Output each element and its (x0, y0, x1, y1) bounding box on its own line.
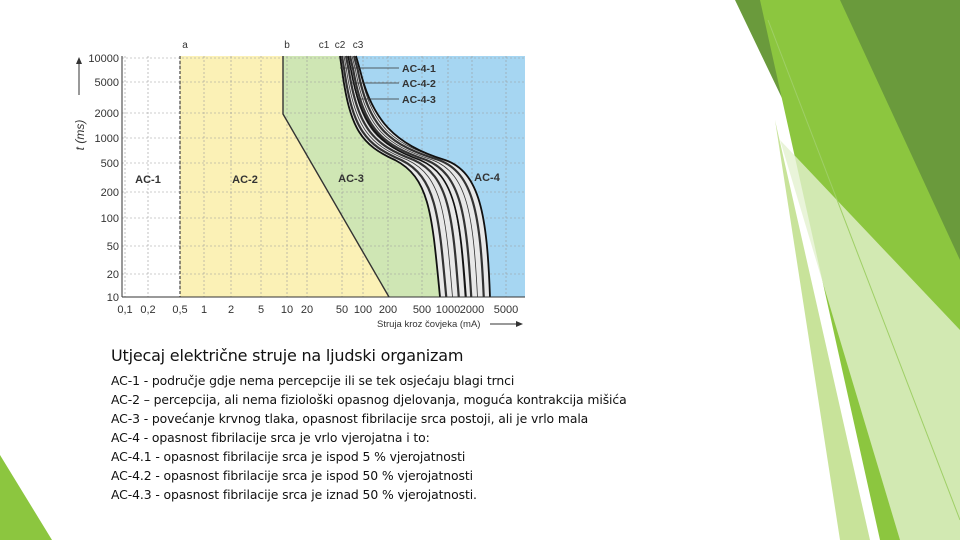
curve-label: AC-4-2 (402, 78, 436, 90)
curve-top-label: c1 (318, 40, 330, 51)
x-tick-label: 1000 (435, 304, 461, 316)
curve-label: AC-4-1 (402, 63, 436, 75)
zone-label: AC-2 (232, 174, 258, 186)
caption-line-ac2: AC-2 – percepcija, ali nema fiziološki opasnog djelovanja, moguća kontrakcija mišića (111, 392, 627, 407)
x-axis-arrow-head (516, 321, 523, 327)
curve-top-label: c2 (334, 40, 346, 51)
x-tick-label: 0,2 (140, 304, 156, 316)
zone-label: AC-4 (474, 172, 500, 184)
y-tick-label: 10 (106, 292, 119, 304)
curve-top-label: c3 (352, 40, 364, 51)
x-tick-label: 10 (280, 304, 294, 316)
x-tick-label: 50 (335, 304, 349, 316)
y-tick-label: 500 (100, 158, 119, 170)
x-tick-label: 500 (412, 304, 432, 316)
curve-top-label: a (182, 40, 188, 51)
caption-line-ac4-3: AC-4.3 - opasnost fibrilacije srca je iznad 50 % vjerojatnosti. (111, 487, 477, 502)
caption-line-ac4-1: AC-4.1 - opasnost fibrilacije srca je ispod 5 % vjerojatnosti (111, 449, 466, 464)
x-tick-label: 20 (300, 304, 314, 316)
y-tick-label: 1000 (94, 133, 119, 145)
x-tick-label: 100 (353, 304, 373, 316)
zone-label: AC-1 (135, 174, 161, 186)
caption-title: Utjecaj električne struje na ljudski organizam (111, 346, 464, 365)
x-tick-label: 200 (378, 304, 398, 316)
x-tick-label: 2 (227, 304, 235, 316)
zone-label: AC-3 (338, 173, 364, 185)
y-tick-label: 100 (100, 213, 119, 225)
caption-block (111, 346, 751, 504)
y-tick-label: 2000 (94, 108, 119, 120)
x-axis-title: Struja kroz čovjeka (mA) (377, 319, 481, 330)
y-tick-label: 20 (106, 269, 119, 281)
caption-line-ac4: AC-4 - opasnost fibrilacije srca je vrlo vjerojatna i to: (111, 430, 430, 445)
x-tick-label: 0,5 (172, 304, 188, 316)
y-tick-label: 10000 (88, 53, 119, 65)
y-tick-label: 50 (106, 241, 119, 253)
x-tick-label: 2000 (459, 304, 485, 316)
x-tick-label: 5000 (493, 304, 519, 316)
y-tick-label: 200 (100, 187, 119, 199)
x-tick-label: 1 (200, 304, 208, 316)
caption-line-ac3: AC-3 - povećanje krvnog tlaka, opasnost fibrilacije srca postoji, ali je vrlo mala (111, 411, 589, 426)
x-tick-label: 0,1 (117, 304, 133, 316)
y-tick-label: 5000 (94, 77, 119, 89)
curve-top-label: b (284, 40, 290, 51)
y-axis-title: t (ms) (73, 119, 87, 151)
curve-label: AC-4-3 (402, 94, 436, 106)
y-axis-arrow-head (76, 57, 82, 64)
caption-line-ac1: AC-1 - područje gdje nema percepcije ili se tek osjećaju blagi trnci (111, 373, 515, 388)
caption-line-ac4-2: AC-4.2 - opasnost fibrilacije srca je ispod 50 % vjerojatnosti (111, 468, 473, 483)
x-tick-label: 5 (257, 304, 265, 316)
